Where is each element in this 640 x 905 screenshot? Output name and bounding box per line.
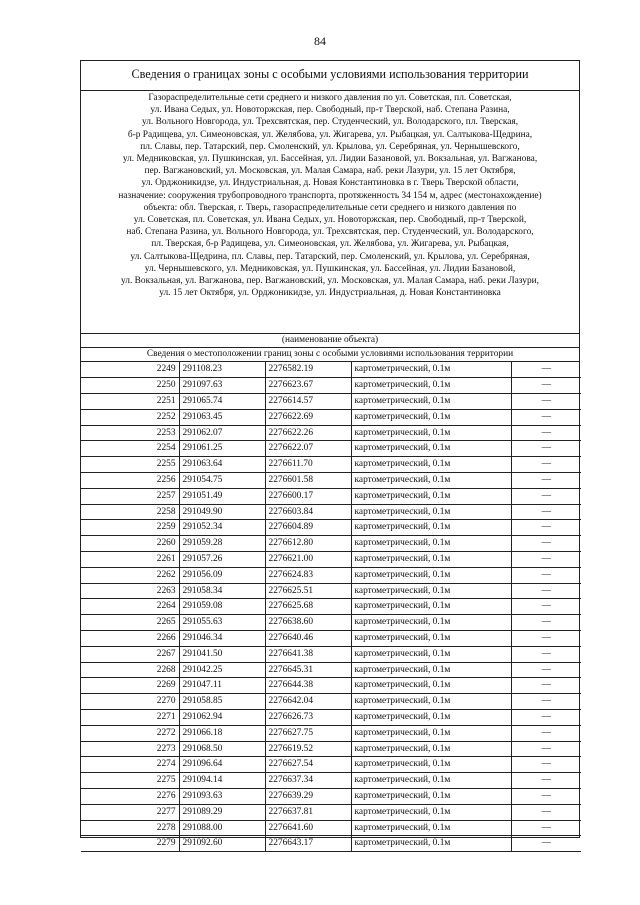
table-row: [81, 662, 581, 678]
point-number-cell: 2255: [81, 457, 179, 473]
accuracy-method-cell: картометрический, 0.1м: [351, 441, 511, 457]
table-row: [81, 631, 581, 647]
extra-cell: —: [511, 362, 581, 378]
x-coordinate-cell: 291108.23: [179, 362, 265, 378]
accuracy-method-cell: картометрический, 0.1м: [351, 536, 511, 552]
description-line: ул. Советская, пл. Советская, ул. Ивана Седых, ул. Новоторжская, пер. Свободный, пр-т Тверской,: [133, 215, 527, 226]
page-number: 84: [314, 34, 326, 48]
accuracy-method-cell: картометрический, 0.1м: [351, 773, 511, 789]
table-row: [81, 536, 581, 552]
point-number-cell: 2258: [81, 504, 179, 520]
table-row: [81, 394, 581, 410]
table-row: [81, 789, 581, 805]
description-line: пер. Вагжановский, ул. Московская, ул. Малая Самара, наб. реки Лазури, ул. 15 лет Октября,: [144, 166, 516, 177]
point-number-cell: 2266: [81, 631, 179, 647]
y-coordinate-cell: 2276645.31: [265, 662, 351, 678]
extra-cell: —: [511, 488, 581, 504]
point-number-cell: 2267: [81, 646, 179, 662]
table-row: [81, 615, 581, 631]
x-coordinate-cell: 291049.90: [179, 504, 265, 520]
point-number-cell: 2262: [81, 567, 179, 583]
extra-cell: —: [511, 615, 581, 631]
section-header: Сведения о границах зоны с особыми условиями использования территории: [81, 61, 579, 91]
point-number-cell: 2260: [81, 536, 179, 552]
x-coordinate-cell: 291041.50: [179, 646, 265, 662]
point-number-cell: 2277: [81, 804, 179, 820]
table-row: [81, 757, 581, 773]
table-row: [81, 725, 581, 741]
point-number-cell: 2275: [81, 773, 179, 789]
extra-cell: —: [511, 473, 581, 489]
x-coordinate-cell: 291055.63: [179, 615, 265, 631]
extra-cell: —: [511, 409, 581, 425]
table-row: [81, 804, 581, 820]
accuracy-method-cell: картометрический, 0.1м: [351, 741, 511, 757]
description-line: ул. Вольного Новгорода, ул. Трехсвятская, пер. Студенческий, ул. Володарского, пл. Тверская,: [141, 117, 519, 128]
y-coordinate-cell: 2276601.58: [265, 473, 351, 489]
point-number-cell: 2252: [81, 409, 179, 425]
table-row: [81, 441, 581, 457]
y-coordinate-cell: 2276612.80: [265, 536, 351, 552]
point-number-cell: 2251: [81, 394, 179, 410]
point-number-cell: 2261: [81, 552, 179, 568]
table-row: [81, 457, 581, 473]
x-coordinate-cell: 291088.00: [179, 820, 265, 836]
x-coordinate-cell: 291046.34: [179, 631, 265, 647]
point-number-cell: 2257: [81, 488, 179, 504]
point-number-cell: 2264: [81, 599, 179, 615]
x-coordinate-cell: 291047.11: [179, 678, 265, 694]
y-coordinate-cell: 2276643.17: [265, 836, 351, 852]
description-line: ул. 15 лет Октября, ул. Орджоникидзе, ул. Индустриальная, д. Новая Константиновка: [159, 288, 501, 299]
accuracy-method-cell: картометрический, 0.1м: [351, 631, 511, 647]
x-coordinate-cell: 291058.85: [179, 694, 265, 710]
y-coordinate-cell: 2276642.04: [265, 694, 351, 710]
y-coordinate-cell: 2276623.67: [265, 378, 351, 394]
point-number-cell: 2272: [81, 725, 179, 741]
table-row: [81, 836, 581, 852]
extra-cell: —: [511, 710, 581, 726]
y-coordinate-cell: 2276637.34: [265, 773, 351, 789]
x-coordinate-cell: 291068.50: [179, 741, 265, 757]
point-number-cell: 2263: [81, 583, 179, 599]
extra-cell: —: [511, 552, 581, 568]
point-number-cell: 2276: [81, 789, 179, 805]
table-row: [81, 520, 581, 536]
table-row: [81, 678, 581, 694]
x-coordinate-cell: 291092.60: [179, 836, 265, 852]
point-number-cell: 2254: [81, 441, 179, 457]
point-number-cell: 2274: [81, 757, 179, 773]
object-description: [81, 91, 579, 333]
accuracy-method-cell: картометрический, 0.1м: [351, 710, 511, 726]
extra-cell: —: [511, 520, 581, 536]
y-coordinate-cell: 2276625.51: [265, 583, 351, 599]
point-number-cell: 2271: [81, 710, 179, 726]
x-coordinate-cell: 291065.74: [179, 394, 265, 410]
y-coordinate-cell: 2276600.17: [265, 488, 351, 504]
description-line: Газораспределительные сети среднего и низкого давления по ул. Советская, пл. Советская,: [148, 93, 512, 103]
description-line: б-р Радищева, ул. Симеоновская, ул. Желябова, ул. Жигарева, ул. Рыбацкая, ул. Салтыкова-Щедрина,: [127, 129, 533, 140]
accuracy-method-cell: картометрический, 0.1м: [351, 820, 511, 836]
x-coordinate-cell: 291056.09: [179, 567, 265, 583]
accuracy-method-cell: картометрический, 0.1м: [351, 646, 511, 662]
accuracy-method-cell: картометрический, 0.1м: [351, 804, 511, 820]
description-line: наб. Степана Разина, ул. Вольного Новгорода, ул. Трехсвятская, пер. Студенческий, ул. Володарского,: [126, 227, 534, 238]
point-number-cell: 2265: [81, 615, 179, 631]
table-row: [81, 710, 581, 726]
accuracy-method-cell: картометрический, 0.1м: [351, 425, 511, 441]
extra-cell: —: [511, 504, 581, 520]
extra-cell: —: [511, 536, 581, 552]
accuracy-method-cell: картометрический, 0.1м: [351, 599, 511, 615]
x-coordinate-cell: 291063.64: [179, 457, 265, 473]
extra-cell: —: [511, 757, 581, 773]
table-row: [81, 646, 581, 662]
x-coordinate-cell: 291052.34: [179, 520, 265, 536]
accuracy-method-cell: картометрический, 0.1м: [351, 567, 511, 583]
x-coordinate-cell: 291057.26: [179, 552, 265, 568]
y-coordinate-cell: 2276638.60: [265, 615, 351, 631]
description-line: ул. Салтыкова-Щедрина, пл. Славы, пер. Татарский, пер. Смоленский, ул. Крылова, ул. Серебряная,: [130, 251, 530, 262]
accuracy-method-cell: картометрический, 0.1м: [351, 615, 511, 631]
table-row: [81, 599, 581, 615]
x-coordinate-cell: 291097.63: [179, 378, 265, 394]
accuracy-method-cell: картометрический, 0.1м: [351, 520, 511, 536]
accuracy-method-cell: картометрический, 0.1м: [351, 725, 511, 741]
table-row: [81, 425, 581, 441]
accuracy-method-cell: картометрический, 0.1м: [351, 394, 511, 410]
extra-cell: —: [511, 804, 581, 820]
table-row: [81, 473, 581, 489]
object-name-caption: (наименование объекта): [81, 333, 579, 348]
extra-cell: —: [511, 694, 581, 710]
accuracy-method-cell: картометрический, 0.1м: [351, 583, 511, 599]
extra-cell: —: [511, 725, 581, 741]
boundary-location-title: Сведения о местоположении границ зоны с особыми условиями использования территории: [81, 348, 579, 362]
point-number-cell: 2268: [81, 662, 179, 678]
table-row: [81, 583, 581, 599]
description-line: ул. Ивана Седых, ул. Новоторжская, пер. Свободный, пр-т Тверской, наб. Степана Разина,: [150, 105, 510, 116]
accuracy-method-cell: картометрический, 0.1м: [351, 457, 511, 473]
table-row: [81, 694, 581, 710]
x-coordinate-cell: 291059.28: [179, 536, 265, 552]
accuracy-method-cell: картометрический, 0.1м: [351, 504, 511, 520]
description-line: назначение: сооружения трубопроводного транспорта, протяженность 34 154 м, адрес (местонахождение): [118, 190, 542, 201]
point-number-cell: 2249: [81, 362, 179, 378]
description-line: ул. Чернышевского, ул. Медниковская, ул. Пушкинская, ул. Бассейная, ул. Лидии Базановой,: [144, 263, 516, 274]
y-coordinate-cell: 2276641.60: [265, 820, 351, 836]
y-coordinate-cell: 2276614.57: [265, 394, 351, 410]
document-frame: [80, 60, 580, 849]
y-coordinate-cell: 2276625.68: [265, 599, 351, 615]
extra-cell: —: [511, 678, 581, 694]
y-coordinate-cell: 2276604.89: [265, 520, 351, 536]
point-number-cell: 2273: [81, 741, 179, 757]
accuracy-method-cell: картометрический, 0.1м: [351, 662, 511, 678]
accuracy-method-cell: картометрический, 0.1м: [351, 552, 511, 568]
accuracy-method-cell: картометрический, 0.1м: [351, 678, 511, 694]
table-row: [81, 504, 581, 520]
extra-cell: —: [511, 646, 581, 662]
point-number-cell: 2278: [81, 820, 179, 836]
x-coordinate-cell: 291093.63: [179, 789, 265, 805]
y-coordinate-cell: 2276637.81: [265, 804, 351, 820]
x-coordinate-cell: 291096.64: [179, 757, 265, 773]
point-number-cell: 2253: [81, 425, 179, 441]
x-coordinate-cell: 291066.18: [179, 725, 265, 741]
point-number-cell: 2250: [81, 378, 179, 394]
x-coordinate-cell: 291059.08: [179, 599, 265, 615]
x-coordinate-cell: 291063.45: [179, 409, 265, 425]
y-coordinate-cell: 2276627.75: [265, 725, 351, 741]
x-coordinate-cell: 291042.25: [179, 662, 265, 678]
description-line: ул. Орджоникидзе, ул. Индустриальная, д. Новая Константиновка в г. Тверь Тверской области,: [141, 178, 519, 189]
accuracy-method-cell: картометрический, 0.1м: [351, 836, 511, 852]
y-coordinate-cell: 2276641.38: [265, 646, 351, 662]
description-line: объекта: обл. Тверская, г. Тверь, газораспределительные сети среднего и низкого давления по: [143, 202, 517, 213]
y-coordinate-cell: 2276624.83: [265, 567, 351, 583]
accuracy-method-cell: картометрический, 0.1м: [351, 694, 511, 710]
x-coordinate-cell: 291062.07: [179, 425, 265, 441]
y-coordinate-cell: 2276622.07: [265, 441, 351, 457]
x-coordinate-cell: 291062.94: [179, 710, 265, 726]
x-coordinate-cell: 291054.75: [179, 473, 265, 489]
y-coordinate-cell: 2276644.38: [265, 678, 351, 694]
extra-cell: —: [511, 836, 581, 852]
x-coordinate-cell: 291051.49: [179, 488, 265, 504]
y-coordinate-cell: 2276639.29: [265, 789, 351, 805]
extra-cell: —: [511, 378, 581, 394]
y-coordinate-cell: 2276611.70: [265, 457, 351, 473]
y-coordinate-cell: 2276626.73: [265, 710, 351, 726]
table-row: [81, 409, 581, 425]
accuracy-method-cell: картометрический, 0.1м: [351, 473, 511, 489]
accuracy-method-cell: картометрический, 0.1м: [351, 409, 511, 425]
x-coordinate-cell: 291058.34: [179, 583, 265, 599]
table-row: [81, 552, 581, 568]
description-line: ул. Медниковская, ул. Пушкинская, ул. Бассейная, ул. Лидии Базановой, ул. Вокзальная, ул. Вагжанова,: [122, 154, 538, 165]
accuracy-method-cell: картометрический, 0.1м: [351, 488, 511, 504]
table-row: [81, 820, 581, 836]
y-coordinate-cell: 2276621.00: [265, 552, 351, 568]
point-number-cell: 2269: [81, 678, 179, 694]
extra-cell: —: [511, 583, 581, 599]
extra-cell: —: [511, 662, 581, 678]
accuracy-method-cell: картометрический, 0.1м: [351, 789, 511, 805]
point-number-cell: 2256: [81, 473, 179, 489]
table-row: [81, 488, 581, 504]
accuracy-method-cell: картометрический, 0.1м: [351, 378, 511, 394]
extra-cell: —: [511, 820, 581, 836]
point-number-cell: 2270: [81, 694, 179, 710]
y-coordinate-cell: 2276622.26: [265, 425, 351, 441]
y-coordinate-cell: 2276622.69: [265, 409, 351, 425]
extra-cell: —: [511, 567, 581, 583]
y-coordinate-cell: 2276582.19: [265, 362, 351, 378]
description-line: пл. Тверская, б-р Радищева, ул. Симеоновская, ул. Желябова, ул. Жигарева, ул. Рыбацкая,: [151, 239, 509, 250]
table-row: [81, 378, 581, 394]
x-coordinate-cell: 291094.14: [179, 773, 265, 789]
x-coordinate-cell: 291061.25: [179, 441, 265, 457]
table-row: [81, 773, 581, 789]
extra-cell: —: [511, 394, 581, 410]
point-number-cell: 2259: [81, 520, 179, 536]
extra-cell: —: [511, 441, 581, 457]
table-row: [81, 362, 581, 378]
y-coordinate-cell: 2276603.84: [265, 504, 351, 520]
accuracy-method-cell: картометрический, 0.1м: [351, 362, 511, 378]
description-line: ул. Вокзальная, ул. Вагжанова, пер. Вагжановский, ул. Московская, ул. Малая Самара, наб. реки Лазури,: [120, 276, 539, 287]
y-coordinate-cell: 2276627.54: [265, 757, 351, 773]
table-row: [81, 741, 581, 757]
coordinates-table: [81, 362, 581, 852]
y-coordinate-cell: 2276640.46: [265, 631, 351, 647]
point-number-cell: 2279: [81, 836, 179, 852]
table-row: [81, 567, 581, 583]
extra-cell: —: [511, 631, 581, 647]
description-line: пл. Славы, пер. Татарский, пер. Смоленский, ул. Крылова, ул. Серебряная, ул. Чернышевского,: [140, 141, 520, 152]
x-coordinate-cell: 291089.29: [179, 804, 265, 820]
extra-cell: —: [511, 773, 581, 789]
y-coordinate-cell: 2276619.52: [265, 741, 351, 757]
extra-cell: —: [511, 425, 581, 441]
extra-cell: —: [511, 741, 581, 757]
extra-cell: —: [511, 457, 581, 473]
extra-cell: —: [511, 789, 581, 805]
extra-cell: —: [511, 599, 581, 615]
accuracy-method-cell: картометрический, 0.1м: [351, 757, 511, 773]
